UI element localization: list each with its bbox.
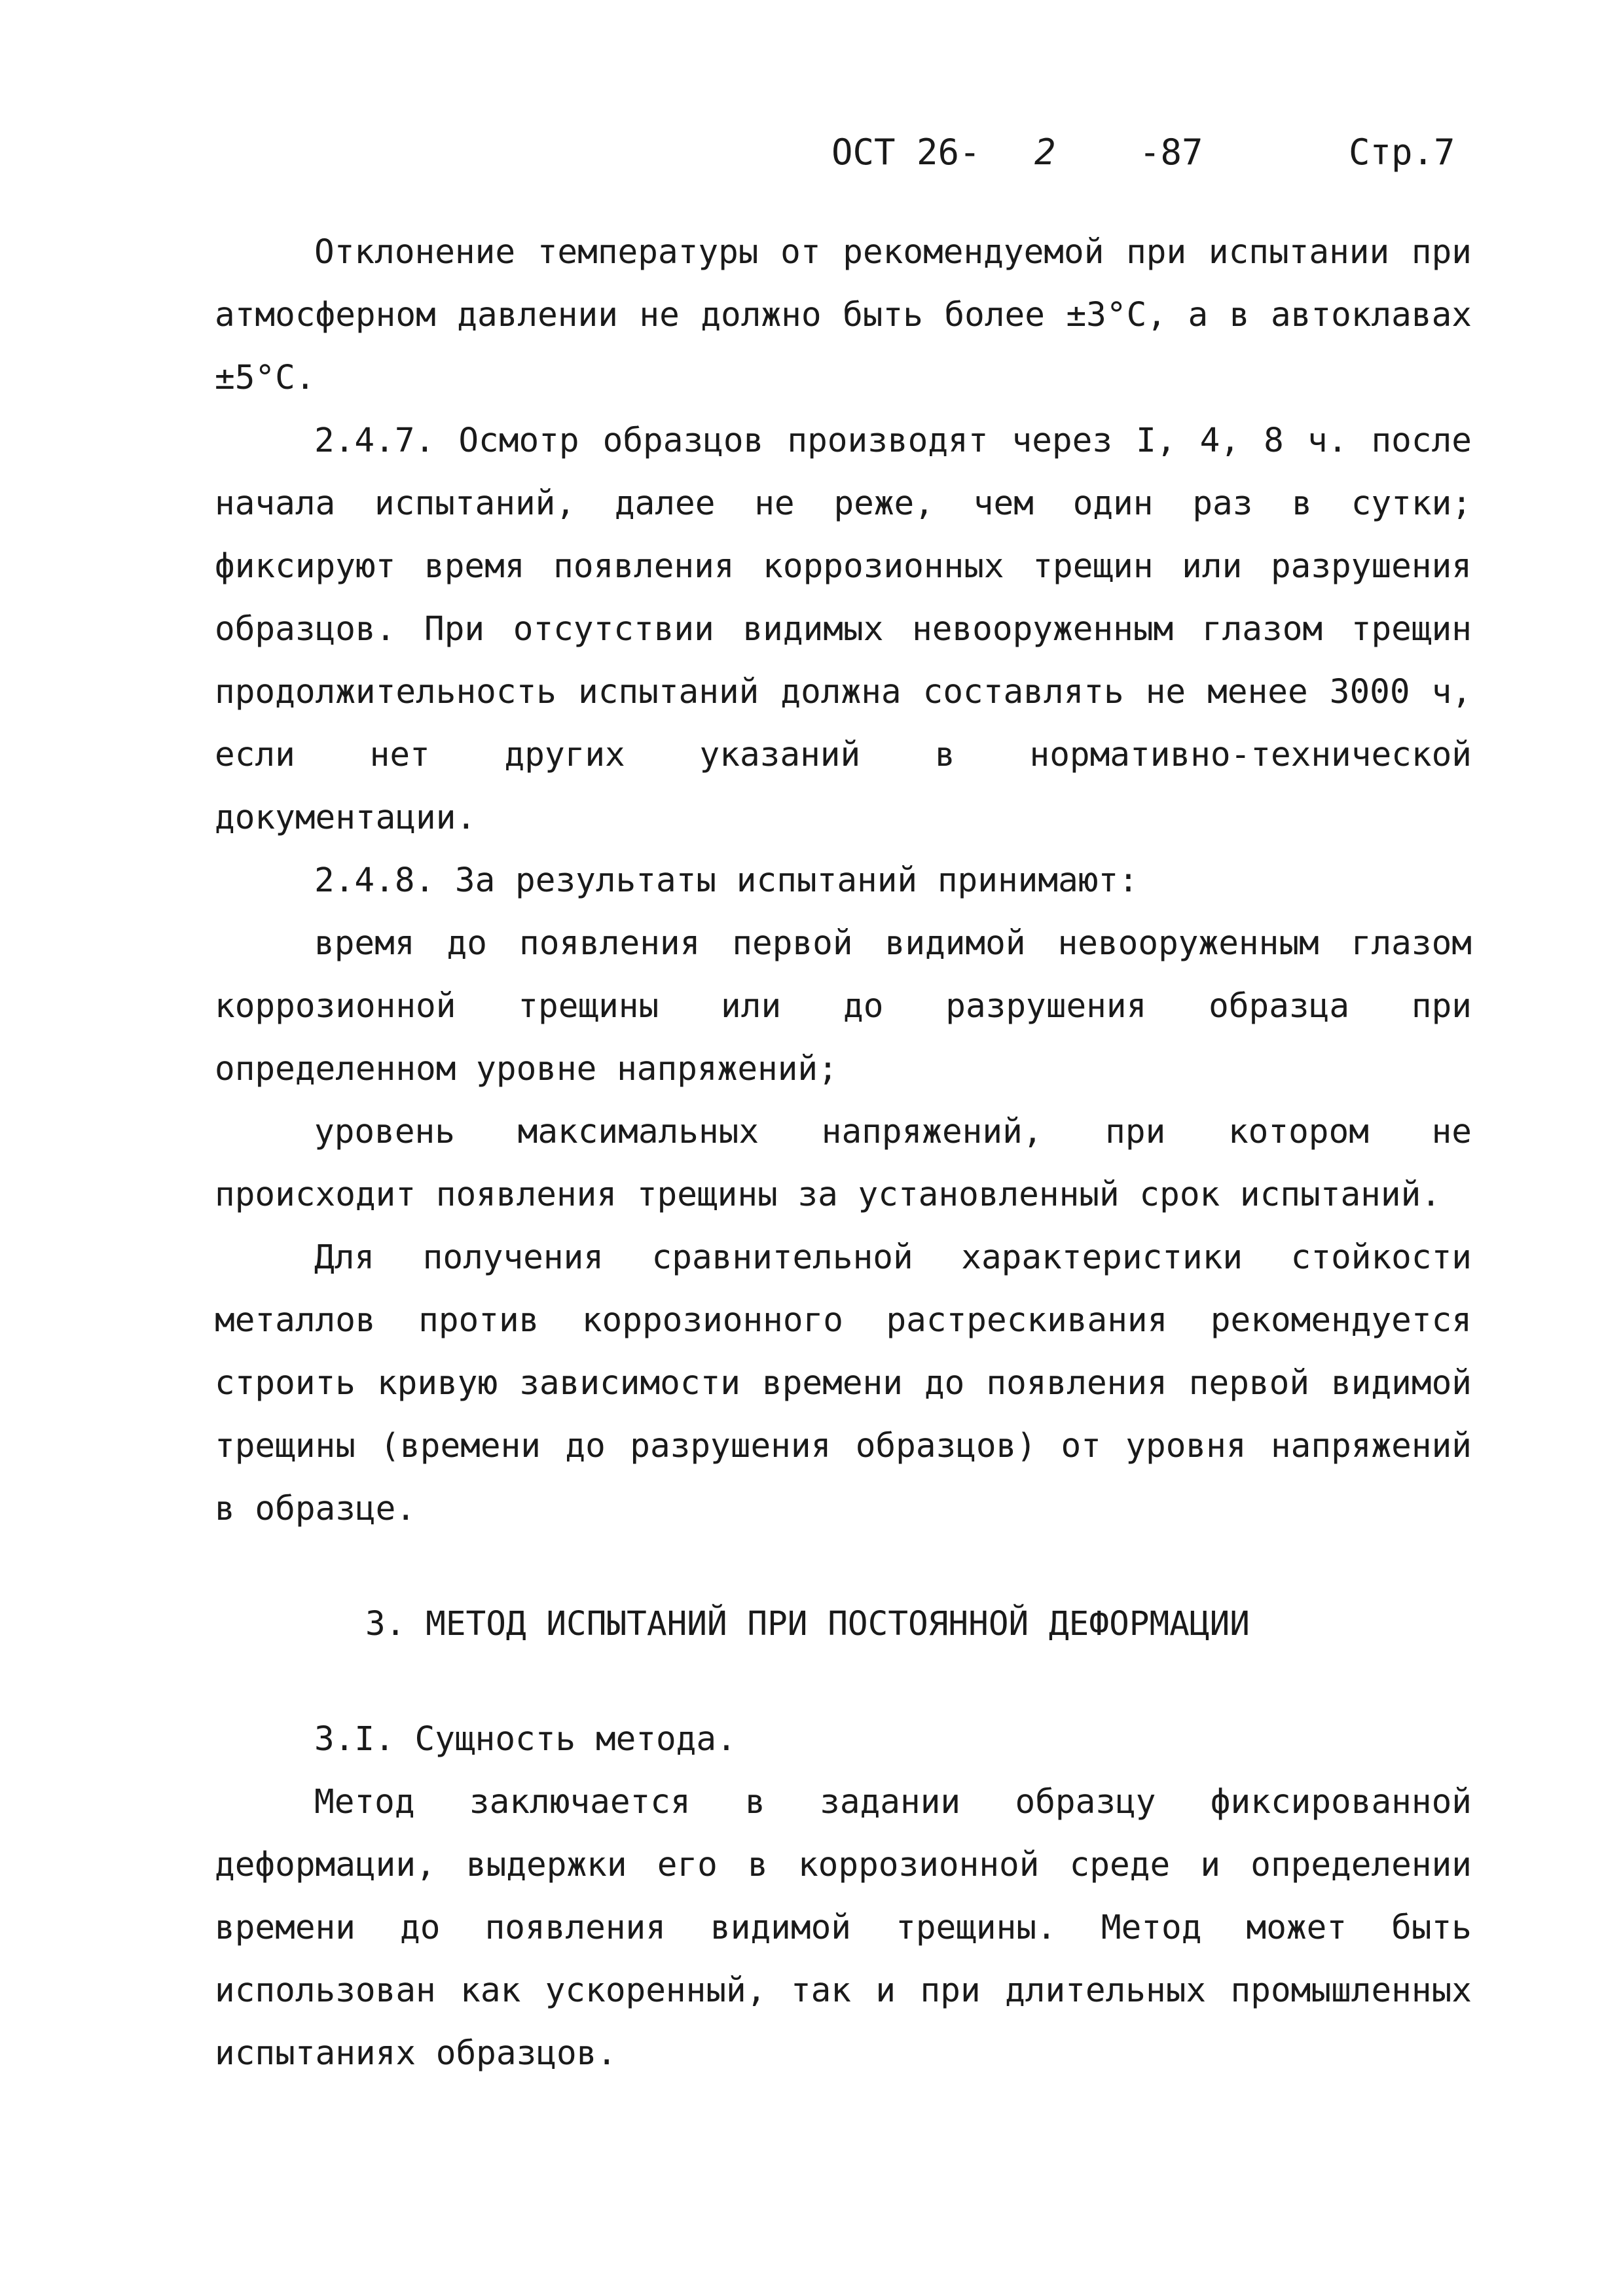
paragraph-method-essence: Метод заключается в задании образцу фиксированной деформации, выдержки его в коррозионной среде и определении времени до появления видимой трещины. Метод может быть использован как ускоренный, так и при длительных промышленных испытаниях образцов. [215, 1783, 1472, 2073]
standard-year: -87 [1139, 132, 1203, 173]
page-header [831, 123, 1460, 182]
paragraph-2-4-8: 2.4.8. За результаты испытаний принимают: [314, 861, 1139, 900]
paragraph-max-stress-level: уровень максимальных напряжений, при котором не происходит появления трещины за установленный срок испытаний. [215, 1113, 1472, 1214]
paragraph-2-4-7: 2.4.7. Осмотр образцов производят через I, 4, 8 ч. после начала испытаний, далее не реже, чем один раз в сутки; фиксируют время появления коррозионных трещин или разрушения образцов. При отсутствии видимых невооруженным глазом трещин продолжительность испытаний должна составлять не менее 3000 ч, если нет других указаний в нормативно-технической документации. [215, 422, 1472, 837]
page-number: Стр.7 [1349, 132, 1455, 173]
section-3-1-subtitle: 3.I. Сущность метода. [314, 1720, 737, 1759]
document-body [215, 221, 1472, 2085]
paragraph-first-crack-time: время до появления первой видимой невооруженным глазом коррозионной трещины или до разрушения образца при определенном уровне напряжений; [215, 924, 1472, 1088]
standard-number: 2 [1034, 132, 1056, 173]
paragraph-temperature: Отклонение температуры от рекомендуемой при испытании при атмосферном давлении не должно быть более ±3°С, а в автоклавах ±5°С. [215, 233, 1472, 397]
paragraph-comparative-curve: Для получения сравнительной характеристики стойкости металлов против коррозионного растрескивания рекомендуется строить кривую зависимости времени до появления первой видимой трещины (времени до разрушения образцов) от уровня напряжений в образце. [215, 1238, 1472, 1528]
section-3-heading: 3. МЕТОД ИСПЫТАНИЙ ПРИ ПОСТОЯННОЙ ДЕФОРМАЦИИ [365, 1605, 1250, 1643]
standard-code: ОСТ 26- [831, 132, 981, 173]
